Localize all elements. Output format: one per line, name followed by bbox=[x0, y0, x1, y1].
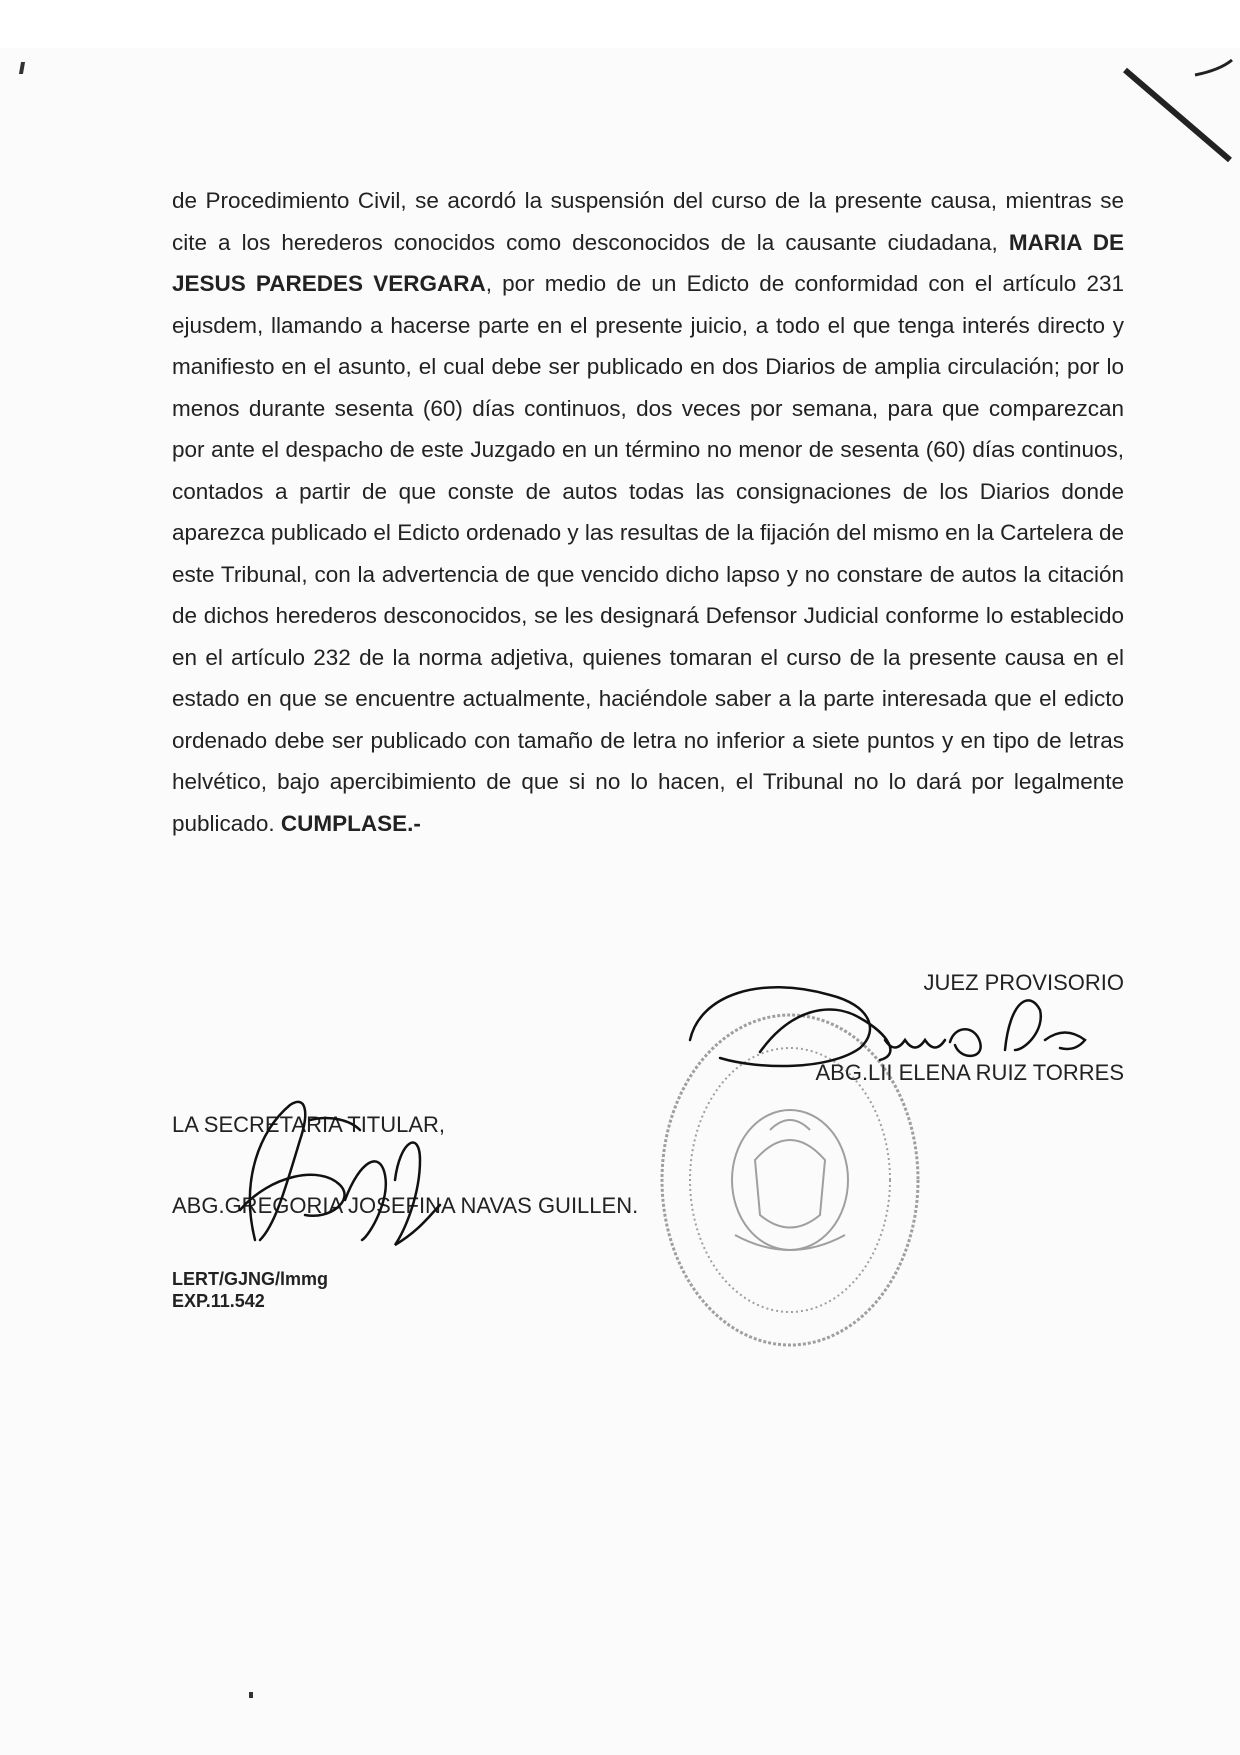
scan-speck bbox=[19, 62, 25, 74]
scan-corner-artifact bbox=[1125, 60, 1232, 160]
document-body-paragraph bbox=[172, 180, 1124, 844]
juez-signature bbox=[690, 987, 1085, 1066]
reference-initials: LERT/GJNG/lmmg bbox=[172, 1269, 329, 1289]
secretaria-name: ABG.GREGORIA JOSEFINA NAVAS GUILLEN. bbox=[172, 1193, 639, 1218]
scan-speck bbox=[249, 1692, 253, 1698]
paragraph-text-part-2: , por medio de un Edicto de conformidad con el artículo 231 ejusdem, llamando a hacerse parte en el presente juicio, a todo el que tenga interés directo y manifiesto en el asunto, el cual debe ser publicado en dos Diarios de amplia circulación; por lo menos durante sesenta (60) días continuos, dos veces por semana, para que comparezcan por ante el despacho de este Juzgado en un término no menor de sesenta (60) días continuos, contados a partir de que conste de autos todas las consignaciones de los Diarios donde aparezca publicado el Edicto ordenado y las resultas de la fijación del mismo en la Cartelera de este Tribunal, con la advertencia de que vencido dicho lapso y no constare de autos la citación de dichos herederos desconocidos, se les designará Defensor Judicial conforme lo establecido en el artículo 232 de la norma adjetiva, quienes tomaran el curso de la presente causa en el estado en que se encuentre actualmente, haciéndole saber a la parte interesada que el edicto ordenado debe ser publicado con tamaño de letra no inferior a siete puntos y en tipo de letras helvético, bajo apercibimiento de que si no lo hacen, el Tribunal no lo dará por legalmente publicado. bbox=[172, 271, 1124, 836]
expediente-number: EXP.11.542 bbox=[172, 1291, 265, 1311]
secretaria-title: LA SECRETARIA TITULAR, bbox=[172, 1112, 446, 1137]
causante-name: MARIA DE JESUS PAREDES VERGARA bbox=[172, 229, 1125, 296]
juez-title: JUEZ PROVISORIO bbox=[923, 970, 1124, 995]
paragraph-text-part-1: de Procedimiento Civil, se acordó la suspensión del curso de la presente causa, mientras se cite a los herederos conocidos como desconocidos de la causante ciudadana, bbox=[172, 188, 1124, 255]
document-reference bbox=[172, 1268, 328, 1312]
scan-top-margin bbox=[0, 0, 1240, 48]
juez-name: ABG.LII ELENA RUIZ TORRES bbox=[815, 1060, 1124, 1085]
cumplase-closing: CUMPLASE.- bbox=[280, 810, 421, 836]
